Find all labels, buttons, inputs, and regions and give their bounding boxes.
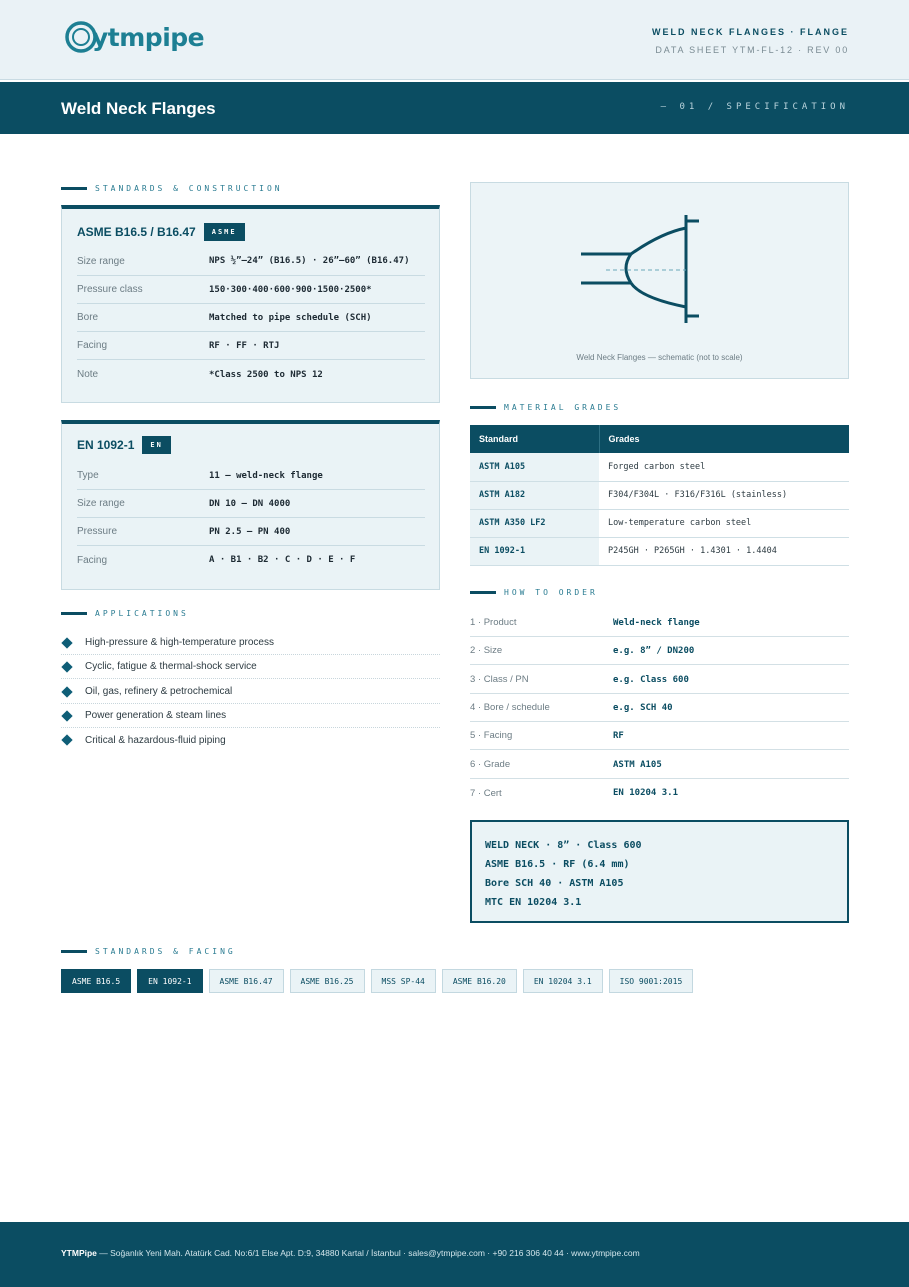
standard-chip[interactable]: ASME B16.20 <box>442 969 517 993</box>
spec-row <box>77 276 425 304</box>
spec-value: 11 — weld-neck flange <box>209 470 323 481</box>
company-logo[interactable] <box>64 20 204 54</box>
order-step-row <box>470 722 849 750</box>
spec-value: Matched to pipe schedule (SCH) <box>209 312 372 323</box>
section-label-text: HOW TO ORDER <box>504 588 598 597</box>
diamond-bullet-icon <box>61 686 72 697</box>
en-badge: EN <box>142 436 170 454</box>
section-label-text: STANDARDS & CONSTRUCTION <box>95 184 283 193</box>
order-step-row <box>470 637 849 665</box>
spec-value: *Class 2500 to NPS 12 <box>209 369 323 380</box>
order-step-value: RF <box>613 730 624 741</box>
order-step-key: 1 · Product <box>470 617 517 628</box>
material-grades-label <box>470 403 621 412</box>
footer-bar <box>0 1222 909 1287</box>
order-step-key: 3 · Class / PN <box>470 674 529 685</box>
standards-construction-label <box>61 184 283 193</box>
order-step-row <box>470 666 849 694</box>
applications-label <box>61 609 189 618</box>
application-text: Critical & hazardous-fluid piping <box>85 734 226 746</box>
list-item <box>61 680 440 704</box>
application-text: Cyclic, fatigue & thermal-shock service <box>85 661 257 672</box>
order-step-key: 2 · Size <box>470 645 503 656</box>
list-item <box>61 631 440 655</box>
page-title: Weld Neck Flanges <box>61 99 216 118</box>
spec-key: Type <box>77 470 99 481</box>
order-step-key: 7 · Cert <box>470 787 502 799</box>
standard-chip[interactable]: ISO 9001:2015 <box>609 969 694 993</box>
en-card-title: EN 1092-1 <box>77 438 135 452</box>
standard-chip[interactable]: EN 10204 3.1 <box>523 969 603 993</box>
spec-value: DN 10 – DN 4000 <box>209 498 291 509</box>
spec-key: Size range <box>77 255 125 267</box>
spec-row <box>77 490 425 518</box>
standard-chip[interactable]: EN 1092-1 <box>137 969 202 993</box>
standards-chip-list <box>61 969 699 993</box>
order-example-line: Bore SCH 40 · ASTM A105 <box>485 878 624 889</box>
order-step-value: e.g. Class 600 <box>613 674 689 685</box>
diamond-bullet-icon <box>61 661 72 672</box>
spec-key: Facing <box>77 554 108 566</box>
diamond-bullet-icon <box>61 710 72 721</box>
order-example-line: ASME B16.5 · RF (6.4 mm) <box>485 859 630 870</box>
header-bar <box>0 0 909 80</box>
spec-row <box>77 546 425 574</box>
order-step-row <box>470 694 849 722</box>
order-step-row <box>470 609 849 637</box>
order-step-value: EN 10204 3.1 <box>613 788 679 798</box>
order-step-value: Weld-neck flange <box>613 617 700 628</box>
en-card-header <box>77 436 171 454</box>
order-step-value: e.g. 8” / DN200 <box>613 645 695 656</box>
standard-cell: ASTM A105 <box>470 453 599 481</box>
schematic-caption: Weld Neck Flanges — schematic (not to scale) <box>576 353 743 362</box>
standards-facing-label <box>61 947 236 956</box>
grades-cell: Low-temperature carbon steel <box>599 509 849 537</box>
spec-key: Facing <box>77 340 108 351</box>
order-step-row <box>470 779 849 807</box>
spec-value: RF · FF · RTJ <box>209 340 280 351</box>
footer-company: YTMPipe <box>61 1248 97 1258</box>
flange-schematic-panel <box>470 182 849 379</box>
section-tag: — 01 / SPECIFICATION <box>660 102 849 112</box>
section-rule <box>61 950 87 953</box>
weld-neck-flange-schematic-icon <box>471 183 850 348</box>
how-to-order-label <box>470 588 598 597</box>
diamond-bullet-icon <box>61 734 72 745</box>
spec-row <box>77 247 425 276</box>
order-step-key: 4 · Bore / schedule <box>470 702 550 713</box>
spec-key: Bore <box>77 312 99 323</box>
spec-value: 150·300·400·600·900·1500·2500* <box>209 284 372 295</box>
application-text: Oil, gas, refinery & petrochemical <box>85 686 233 697</box>
application-text: High-pressure & high-temperature process <box>85 637 274 648</box>
section-rule <box>470 591 496 594</box>
table-row <box>470 481 849 509</box>
section-rule <box>61 612 87 615</box>
order-step-key: 6 · Grade <box>470 759 511 770</box>
table-row <box>470 509 849 537</box>
spec-key: Pressure <box>77 526 118 537</box>
asme-card-header <box>77 223 245 241</box>
spec-key: Note <box>77 369 99 380</box>
grades-cell: P245GH · P265GH · 1.4301 · 1.4404 <box>599 537 849 565</box>
standard-cell: ASTM A182 <box>470 481 599 509</box>
table-row <box>470 537 849 565</box>
standard-chip[interactable]: MSS SP-44 <box>371 969 436 993</box>
document-meta <box>652 27 849 55</box>
list-item <box>61 655 440 679</box>
column-header: Standard <box>470 425 599 453</box>
spec-row <box>77 360 425 389</box>
spec-key: Pressure class <box>77 284 143 295</box>
asme-card-title: ASME B16.5 / B16.47 <box>77 225 196 239</box>
column-header: Grades <box>599 425 849 453</box>
standard-cell: ASTM A350 LF2 <box>470 509 599 537</box>
standard-chip[interactable]: ASME B16.25 <box>290 969 365 993</box>
asme-spec-card <box>61 205 440 403</box>
section-rule <box>470 406 496 409</box>
document-sheet-number: DATA SHEET YTM-FL-12 · REV 00 <box>655 45 849 55</box>
standard-chip[interactable]: ASME B16.5 <box>61 969 131 993</box>
list-item <box>61 704 440 728</box>
spec-row <box>77 462 425 490</box>
order-example-line: WELD NECK · 8” · Class 600 <box>485 840 642 851</box>
section-label-text: APPLICATIONS <box>95 609 189 618</box>
spec-row <box>77 518 425 546</box>
section-rule <box>61 187 87 190</box>
footer-address: — Soğanlık Yeni Mah. Atatürk Cad. No:6/1 Else Apt. D:9, 34880 Kartal / İstanbul · sales@ytmpipe.com · +90 216 306 40 44 · www.ytmpipe.com <box>96 1248 640 1258</box>
spec-value: PN 2.5 – PN 400 <box>209 526 291 537</box>
application-text: Power generation & steam lines <box>85 710 227 721</box>
section-label-text: STANDARDS & FACING <box>95 947 236 956</box>
order-step-value: e.g. SCH 40 <box>613 702 673 713</box>
footer-contact <box>61 1248 640 1258</box>
order-step-value: ASTM A105 <box>613 759 662 770</box>
grades-cell: Forged carbon steel <box>599 453 849 481</box>
standard-chip[interactable]: ASME B16.47 <box>209 969 284 993</box>
spec-value: A · B1 · B2 · C · D · E · F <box>209 555 356 565</box>
table-row <box>470 453 849 481</box>
title-bar <box>0 82 909 134</box>
order-step-key: 5 · Facing <box>470 730 513 741</box>
document-kicker: WELD NECK FLANGES · FLANGE <box>652 27 849 37</box>
order-step-row <box>470 751 849 779</box>
spec-value: NPS ½”–24” (B16.5) · 26”–60” (B16.47) <box>209 256 410 266</box>
en-spec-card <box>61 420 440 590</box>
list-item <box>61 728 440 752</box>
spec-row <box>77 332 425 360</box>
table-header-row <box>470 425 849 453</box>
order-example-box <box>470 820 849 923</box>
logo-text: ytmpipe <box>92 22 205 52</box>
order-example-line: MTC EN 10204 3.1 <box>485 897 582 908</box>
asme-badge: ASME <box>204 223 245 241</box>
section-label-text: MATERIAL GRADES <box>504 403 622 412</box>
grades-cell: F304/F304L · F316/F316L (stainless) <box>599 481 849 509</box>
diamond-bullet-icon <box>61 637 72 648</box>
material-grades-table <box>470 425 849 566</box>
spec-key: Size range <box>77 498 125 509</box>
standard-cell: EN 1092-1 <box>470 537 599 565</box>
spec-row <box>77 304 425 332</box>
